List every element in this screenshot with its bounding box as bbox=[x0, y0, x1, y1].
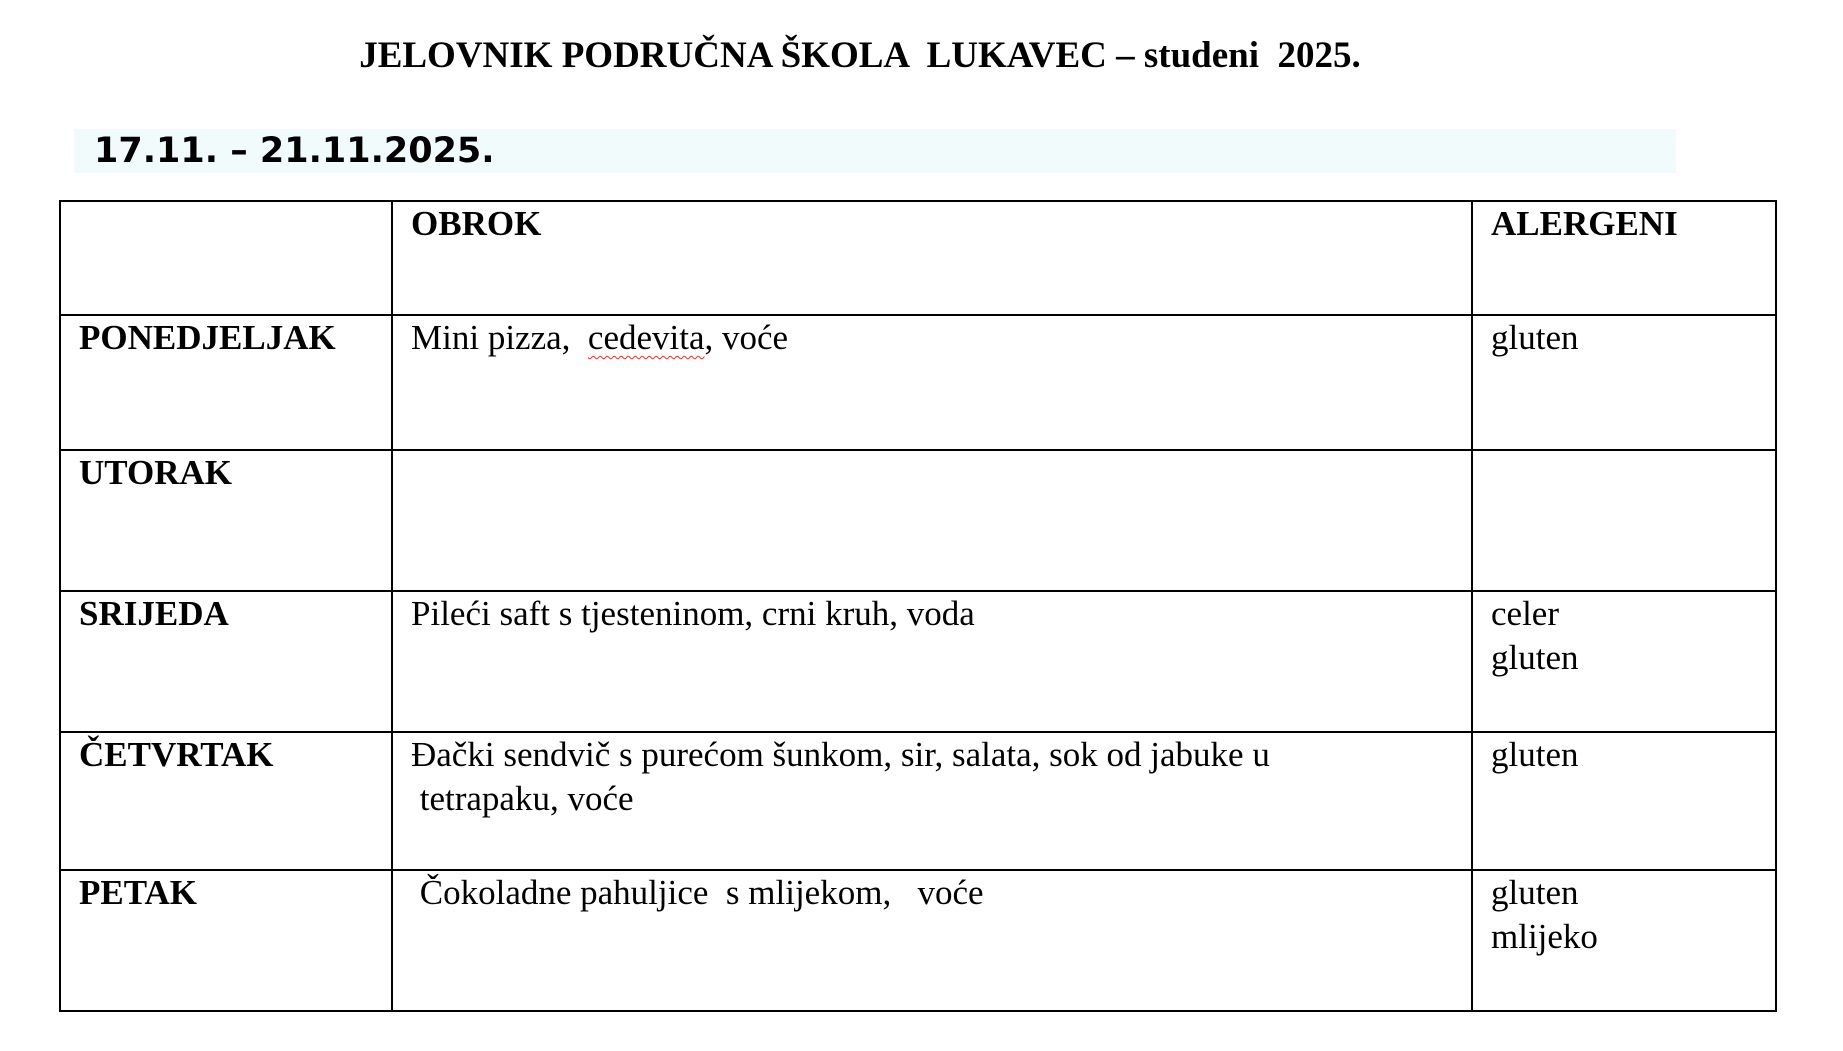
week-range-label: 17.11. – 21.11.2025. bbox=[94, 131, 495, 171]
table-row-utorak bbox=[60, 450, 1776, 591]
meal-line: tetrapaku, voće bbox=[411, 779, 634, 818]
meal-line: Đački sendvič s purećom šunkom, sir, salata, sok od jabuke u bbox=[411, 735, 1270, 774]
allergens-cell bbox=[1472, 732, 1776, 870]
meal-text: , voće bbox=[704, 318, 789, 357]
allergen-item: gluten bbox=[1491, 873, 1579, 912]
table-header-row bbox=[60, 201, 1776, 315]
allergen-item: gluten bbox=[1491, 318, 1579, 357]
week-range-banner bbox=[74, 129, 1676, 173]
allergens-cell bbox=[1472, 870, 1776, 1011]
table-row-petak bbox=[60, 870, 1776, 1011]
allergens-cell bbox=[1472, 450, 1776, 591]
day-cell: PONEDJELJAK bbox=[60, 315, 392, 450]
document-title: JELOVNIK PODRUČNA ŠKOLA LUKAVEC – studeni 2025. bbox=[359, 35, 1361, 76]
allergens-cell bbox=[1472, 315, 1776, 450]
spellcheck-flagged-word: cedevita bbox=[587, 318, 705, 357]
day-cell: ČETVRTAK bbox=[60, 732, 392, 870]
allergen-item: mlijeko bbox=[1491, 917, 1598, 956]
menu-table bbox=[59, 200, 1777, 1012]
allergen-item: celer bbox=[1491, 594, 1559, 633]
table-row-srijeda bbox=[60, 591, 1776, 732]
allergens-cell bbox=[1472, 591, 1776, 732]
meal-cell bbox=[392, 591, 1472, 732]
day-column-header bbox=[60, 201, 392, 315]
allergen-item: gluten bbox=[1491, 735, 1579, 774]
allergen-item: gluten bbox=[1491, 638, 1579, 677]
meal-text: Mini pizza, bbox=[411, 318, 588, 357]
meal-line: Pileći saft s tjesteninom, crni kruh, voda bbox=[411, 594, 975, 633]
meal-line bbox=[411, 316, 1453, 360]
meal-line: Čokoladne pahuljice s mlijekom, voće bbox=[411, 873, 984, 912]
meal-cell bbox=[392, 450, 1472, 591]
meal-cell bbox=[392, 732, 1472, 870]
day-cell: PETAK bbox=[60, 870, 392, 1011]
meal-column-header: OBROK bbox=[392, 201, 1472, 315]
meal-cell bbox=[392, 315, 1472, 450]
day-cell: UTORAK bbox=[60, 450, 392, 591]
allergens-column-header: ALERGENI bbox=[1472, 201, 1776, 315]
table-row-cetvrtak bbox=[60, 732, 1776, 870]
table-row-ponedjeljak bbox=[60, 315, 1776, 450]
meal-cell bbox=[392, 870, 1472, 1011]
day-cell: SRIJEDA bbox=[60, 591, 392, 732]
